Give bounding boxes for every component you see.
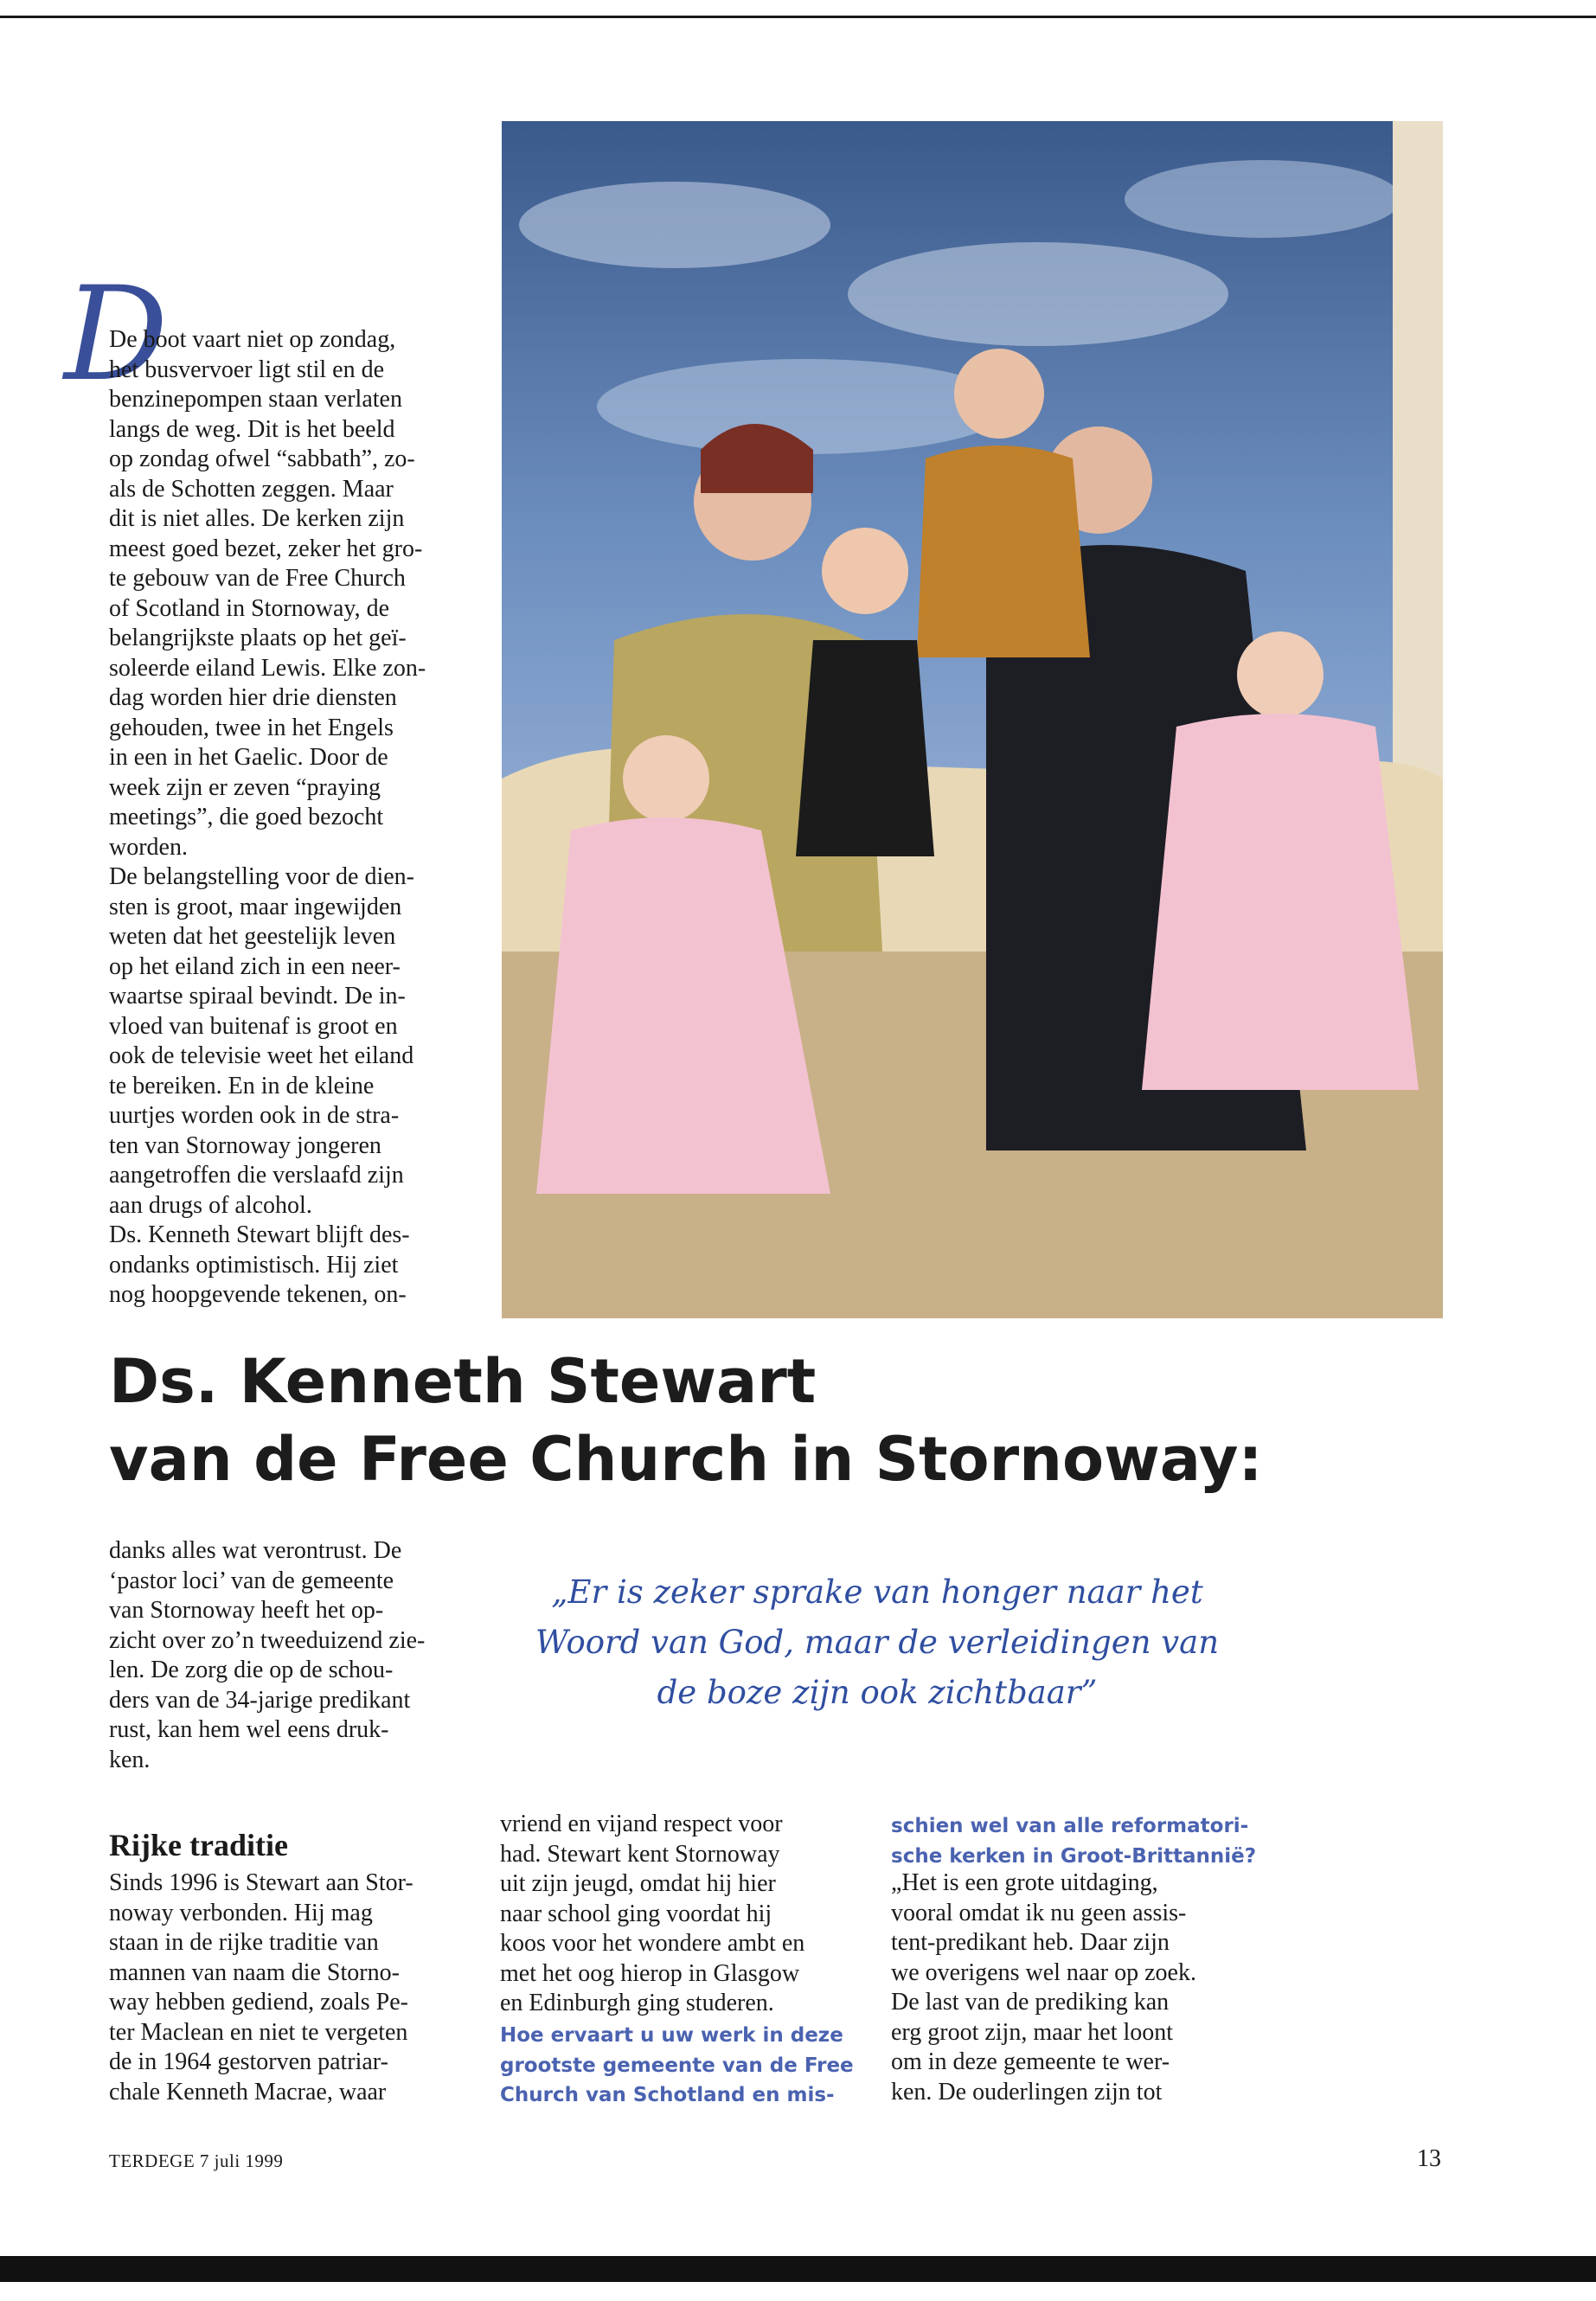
subheading: Rijke traditie [109, 1828, 288, 1862]
headline-line-2: van de Free Church in Stornoway: [109, 1424, 1263, 1495]
tradition-column-text: Sinds 1996 is Stewart aan Stor- noway verbonden. Hij mag staan in de rijke traditie van mannen van naam die Storno- way hebben gediend, zoals Pe- ter Maclean en niet te vergeten de in 1964 gestorven patriar- chale Kenneth Macrae, waar [109, 1869, 413, 2106]
headline-line-1: Ds. Kenneth Stewart [109, 1346, 817, 1417]
intro-column-text: De boot vaart niet op zondag, het busvervoer ligt stil en de benzinepompen staan verlaten langs de weg. Dit is het beeld op zondag ofwel “sabbath”, zo- als de Schotten zeggen. Maar dit is niet alles. De kerken zijn meest goed bezet, zeker het gro- te gebouw van de Free Church of Scotland in Stornoway, de belangrijkste plaats op het geï- soleerde eiland Lewis. Elke zon- dag worden hier drie diensten gehouden, twee in het Engels in een in het Gaelic. Door de week zijn er zeven “praying meetings”, die goed bezocht worden. De belangstelling voor de dien- sten is groot, maar ingewijden weten dat het geestelijk leven op het eiland zich in een neer- waartse spiraal bevindt. De in- vloed van buitenaf is groot en ook de televisie weet het eiland te bereiken. En in de kleine uurtjes worden ook in de stra- ten van Stornoway jongeren aangetroffen die verslaafd zijn aan drugs of alcohol. Ds. Kenneth Stewart blijft des- ondanks optimistisch. Hij ziet nog hoopgevende tekenen, on- [109, 326, 426, 1308]
dropcap: D [64, 260, 169, 410]
continued-column-text: danks alles wat verontrust. De ‘pastor loci’ van de gemeente van Stornoway heeft het op- zicht over zo’n tweeduizend zie- len. De zorg die op de schou- ders van de 34-jarige predikant rust, kan hem wel eens druk- ken. [109, 1537, 426, 1773]
right-column-text: „Het is een grote uitdaging, vooral omdat ik nu geen assis- tent-predikant heb. Daar zijn we overigens wel naar op zoek. De last van de prediking kan erg groot zijn, maar het loont om in deze gemeente te wer- ken. De ouderlingen zijn tot [891, 1869, 1196, 2106]
top-rule [0, 16, 1596, 18]
publication-footer: TERDEGE 7 juli 1999 [109, 2150, 284, 2171]
interview-question-part-1: Hoe ervaart u uw werk in deze grootste gemeente van de Free Church van Schotland en mis- [500, 2024, 854, 2106]
bottom-bar [0, 2256, 1596, 2282]
middle-column-text: vriend en vijand respect voor had. Stewart kent Stornoway uit zijn jeugd, omdat hij hier naar school ging voordat hij koos voor het wondere ambt en met het oog hierop in Glasgow en Edinburgh ging studeren. [500, 1811, 805, 2016]
page-number: 13 [1417, 2145, 1441, 2172]
pull-quote: „Er is zeker sprake van honger naar het Woord van God, maar de verleidingen van de boze zijn ook zichtbaar” [535, 1574, 1220, 1711]
family-photo [502, 121, 1443, 1318]
interview-question-part-2: schien wel van alle reformatori- sche kerken in Groot-Brittannië? [891, 1815, 1257, 1868]
